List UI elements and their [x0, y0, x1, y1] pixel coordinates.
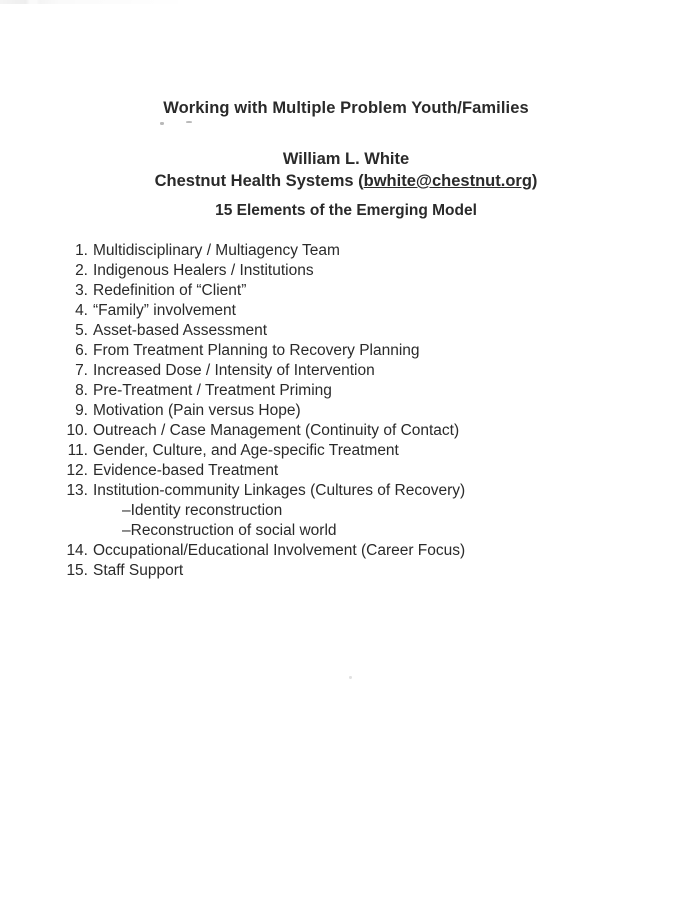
- list-item: [0, 541, 692, 561]
- sub-list-item-text: –Identity reconstruction: [122, 502, 283, 519]
- list-item: [0, 441, 692, 461]
- list-item-text: “Family” involvement: [93, 302, 236, 319]
- list-item: [0, 341, 692, 361]
- sub-list-item-text: –Reconstruction of social world: [122, 522, 337, 539]
- list-item: [0, 261, 692, 281]
- list-item-text: Evidence-based Treatment: [93, 462, 279, 479]
- scan-edge-artifact: [0, 0, 692, 4]
- list-item: [0, 381, 692, 401]
- section-heading: 15 Elements of the Emerging Model: [215, 202, 477, 219]
- list-item: [0, 301, 692, 321]
- list-item-text: Institution-community Linkages (Cultures of Recovery): [93, 482, 466, 499]
- list-item-text: Motivation (Pain versus Hope): [93, 402, 301, 419]
- list-item: [0, 281, 692, 301]
- list-item-number: 8.: [75, 382, 88, 399]
- list-item-text: Pre-Treatment / Treatment Priming: [93, 382, 332, 399]
- list-item-number: 13.: [66, 482, 88, 499]
- list-item: [0, 361, 692, 381]
- author-name: William L. White: [282, 150, 410, 168]
- list-item-number: 12.: [66, 462, 88, 479]
- affiliation-suffix: ): [531, 172, 538, 190]
- list-item: [0, 321, 692, 341]
- list-item-number: 2.: [75, 262, 88, 279]
- list-item-text: Indigenous Healers / Institutions: [93, 262, 314, 279]
- document-header: [0, 98, 692, 192]
- affiliation-prefix: Chestnut Health Systems (: [154, 172, 364, 190]
- list-item-text: Outreach / Case Management (Continuity of Contact): [93, 422, 460, 439]
- email-link[interactable]: bwhite@chestnut.org: [363, 172, 532, 190]
- list-item-text: Increased Dose / Intensity of Intervention: [93, 362, 375, 379]
- list-item-number: 15.: [66, 562, 88, 579]
- list-item-text: Multidisciplinary / Multiagency Team: [93, 242, 340, 259]
- list-item-text: From Treatment Planning to Recovery Planning: [93, 342, 420, 359]
- list-item: [0, 561, 692, 581]
- list-item: [0, 421, 692, 441]
- list-item-number: 7.: [75, 362, 88, 379]
- elements-list: [0, 241, 692, 581]
- list-item-number: 5.: [75, 322, 88, 339]
- list-item-number: 3.: [75, 282, 88, 299]
- list-item: [0, 401, 692, 421]
- list-item-number: 1.: [75, 242, 88, 259]
- list-item-number: 10.: [66, 422, 88, 439]
- affiliation-line: [0, 170, 692, 192]
- list-item-text: Redefinition of “Client”: [93, 282, 247, 299]
- list-item-number: 14.: [66, 542, 88, 559]
- list-item: [0, 481, 692, 501]
- list-item-text: Asset-based Assessment: [93, 322, 268, 339]
- list-item-number: 6.: [75, 342, 88, 359]
- list-item-text: Gender, Culture, and Age-specific Treatment: [93, 442, 399, 459]
- list-item-number: 11.: [67, 442, 88, 459]
- scan-speck-artifact: [349, 676, 352, 679]
- list-item-number: 9.: [75, 402, 88, 419]
- sub-list-item: [0, 521, 692, 541]
- list-item-number: 4.: [75, 302, 88, 319]
- sub-list-item: [0, 501, 692, 521]
- author-block: [0, 148, 692, 192]
- list-item: [0, 461, 692, 481]
- list-item-text: Occupational/Educational Involvement (Career Focus): [93, 542, 466, 559]
- list-item: [0, 241, 692, 261]
- list-item-text: Staff Support: [93, 562, 184, 579]
- document-title: Working with Multiple Problem Youth/Families: [163, 99, 529, 117]
